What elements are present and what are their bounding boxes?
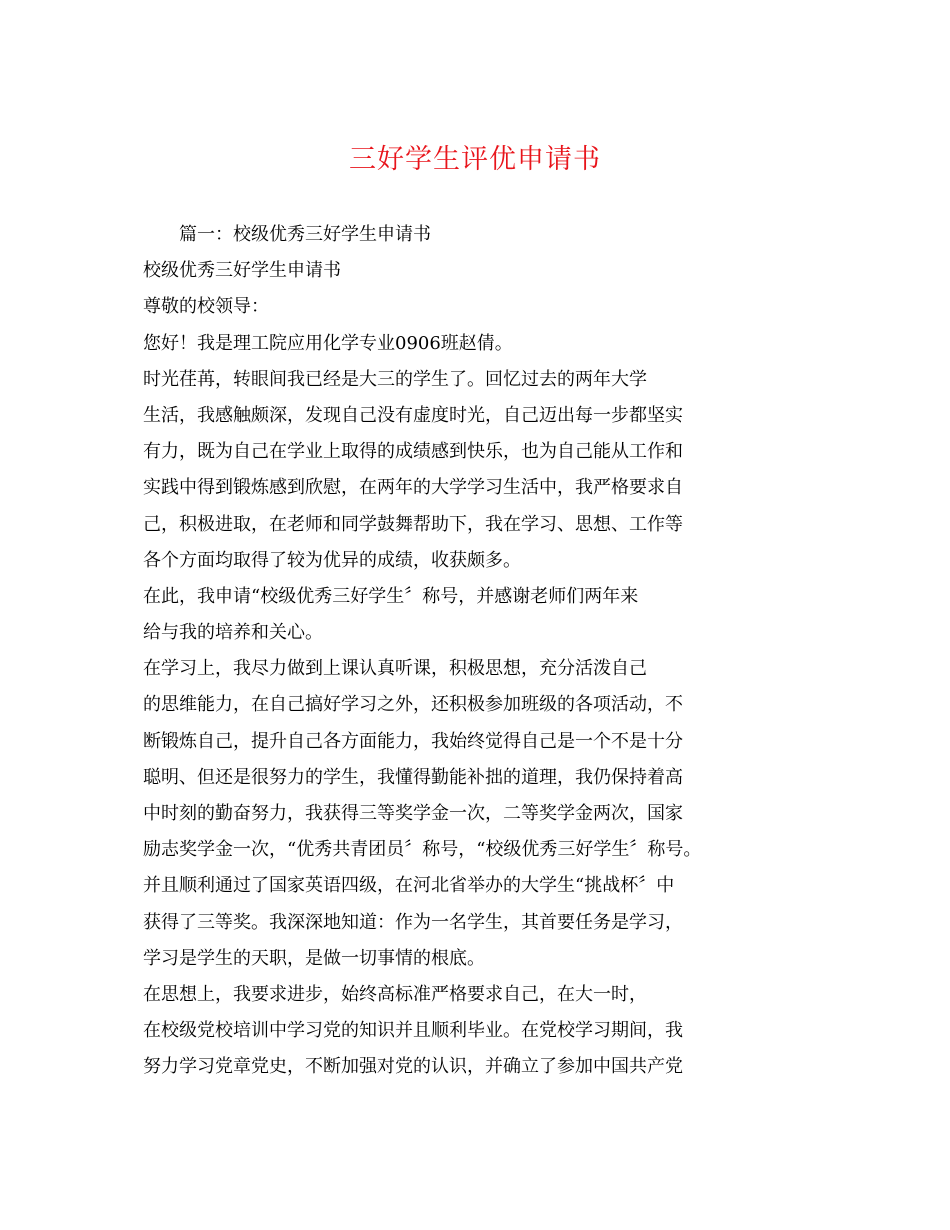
- body-line: 在校级党校培训中学习党的知识并且顺利毕业。在党校学习期间，我: [143, 1020, 683, 1042]
- body-line: 己，积极进取，在老师和同学鼓舞帮助下，我在学习、思想、工作等: [143, 513, 683, 535]
- body-line: 有力，既为自己在学业上取得的成绩感到快乐，也为自己能从工作和: [143, 441, 683, 463]
- body-line: 您好！我是理工院应用化学专业0906班赵倩。: [143, 332, 513, 354]
- body-line: 努力学习党章党史，不断加强对党的认识，并确立了参加中国共产党: [143, 1056, 683, 1078]
- body-line: 获得了三等奖。我深深地知道：作为一名学生，其首要任务是学习，: [143, 911, 683, 933]
- body-line: 给与我的培养和关心。: [143, 622, 323, 644]
- body-line: 中时刻的勤奋努力，我获得三等奖学金一次，二等奖学金两次，国家: [143, 803, 683, 824]
- letter-title: 校级优秀三好学生申请书: [143, 260, 341, 282]
- body-line: 在思想上，我要求进步，始终高标准严格要求自己，在大一时，: [143, 983, 647, 1005]
- body-line: 在学习上，我尽力做到上课认真听课，积极思想，充分活泼自己: [143, 658, 647, 680]
- body-line: 生活，我感触颇深，发现自己没有虚度时光，自己迈出每一步都坚实: [143, 404, 683, 426]
- body-line: 聪明、但还是很努力的学生，我懂得勤能补拙的道理，我仍保持着高: [143, 766, 683, 788]
- body-line: 的思维能力，在自己搞好学习之外，还积极参加班级的各项活动，不: [143, 694, 683, 716]
- body-line: 断锻炼自己，提升自己各方面能力，我始终觉得自己是一个不是十分: [143, 730, 683, 752]
- section-heading: 篇一：校级优秀三好学生申请书: [179, 224, 431, 245]
- body-line: 励志奖学金一次，“优秀共青团员〞称号，“校级优秀三好学生〞称号。: [143, 839, 702, 861]
- document-title: 三好学生评优申请书: [349, 144, 601, 175]
- body-line: 时光荏苒，转眼间我已经是大三的学生了。回忆过去的两年大学: [143, 368, 647, 390]
- body-line: 实践中得到锻炼感到欣慰，在两年的大学学习生活中，我严格要求自: [143, 477, 683, 499]
- body-line: 各个方面均取得了较为优异的成绩，收获颇多。: [143, 549, 521, 571]
- body-line: 在此，我申请“校级优秀三好学生〞称号，并感谢老师们两年来: [143, 585, 639, 607]
- body-line: 并且顺利通过了国家英语四级，在河北省举办的大学生“挑战杯〞中: [143, 875, 675, 897]
- body-line: 学习是学生的天职，是做一切事情的根底。: [143, 947, 485, 969]
- document-body: [143, 217, 743, 1086]
- salutation: 尊敬的校领导：: [143, 296, 269, 318]
